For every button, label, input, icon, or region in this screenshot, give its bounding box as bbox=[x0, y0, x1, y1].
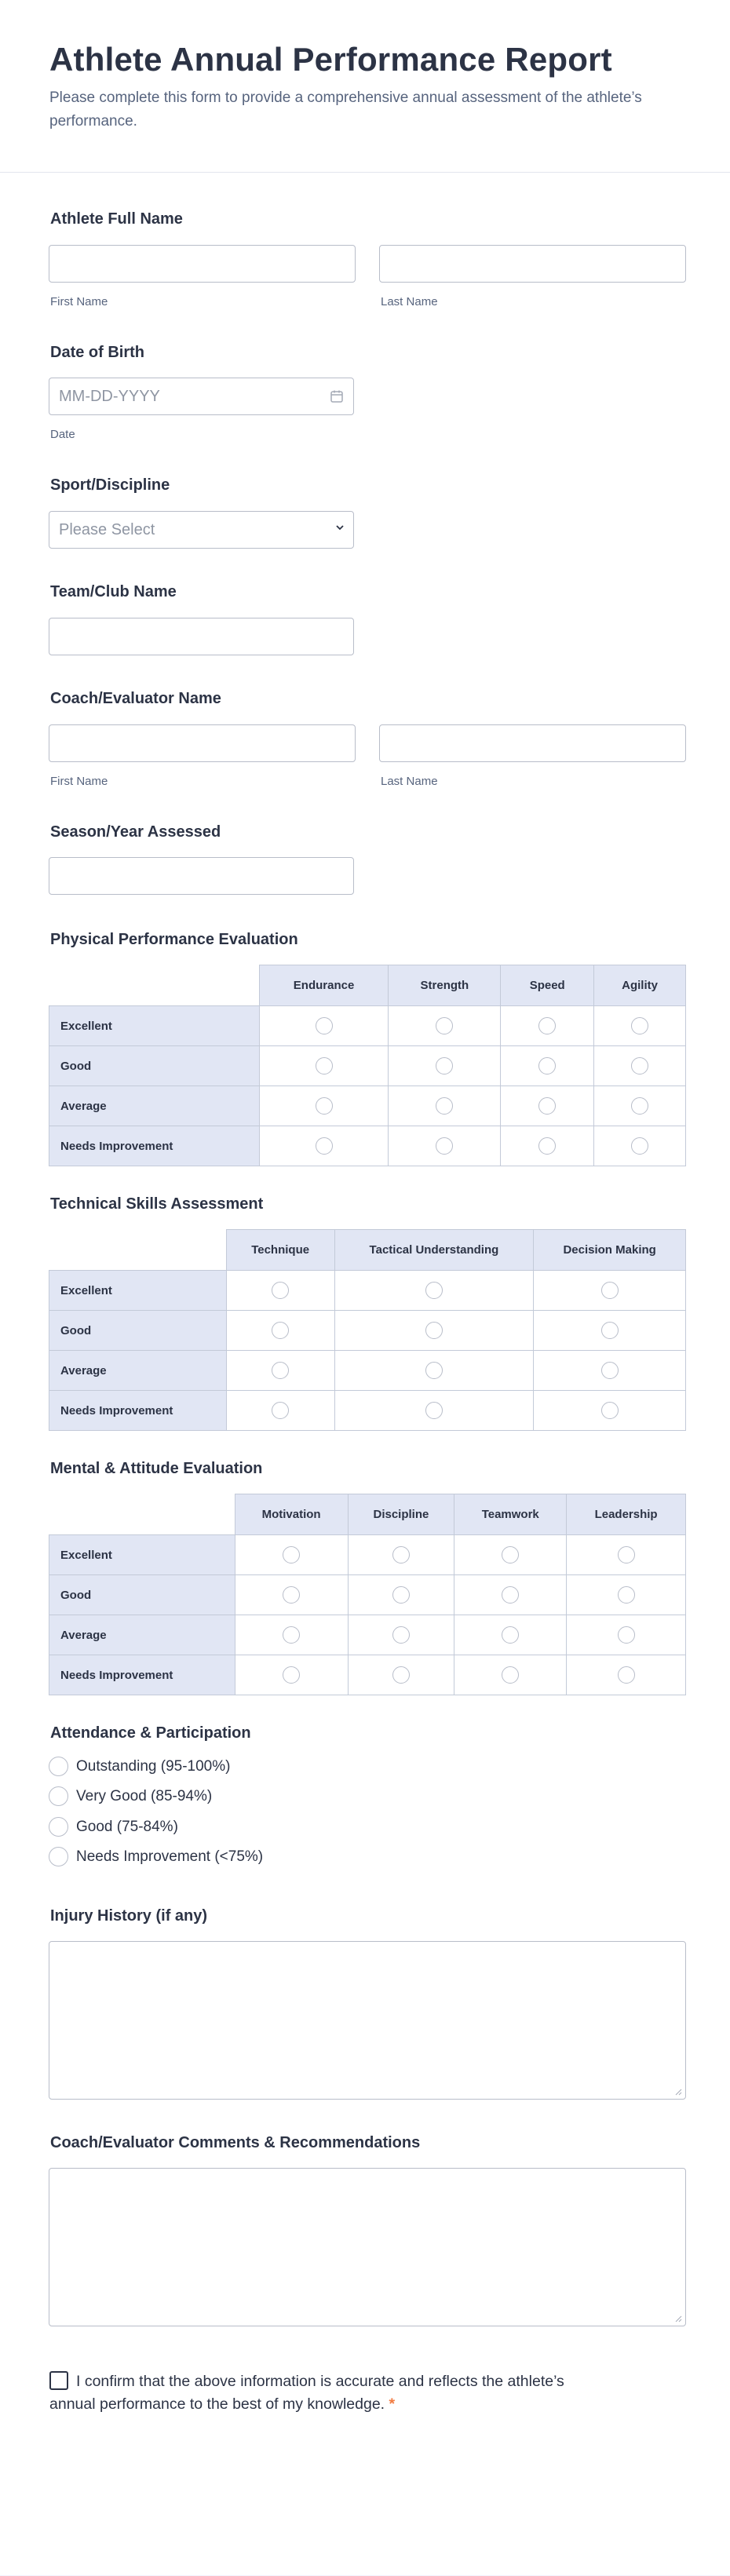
radio-option[interactable] bbox=[538, 1137, 556, 1155]
radio-option[interactable] bbox=[502, 1626, 519, 1644]
radio-option[interactable] bbox=[618, 1626, 635, 1644]
confirm-checkbox[interactable] bbox=[49, 2371, 68, 2390]
table-row bbox=[49, 1271, 686, 1311]
mental-eval-matrix bbox=[49, 1494, 686, 1695]
resize-grip-icon[interactable] bbox=[674, 2088, 682, 2096]
dob-placeholder: MM-DD-YYYY bbox=[59, 387, 160, 405]
row-excellent: Excellent bbox=[49, 1006, 260, 1046]
radio-option[interactable] bbox=[538, 1017, 556, 1034]
radio-option[interactable] bbox=[502, 1546, 519, 1563]
radio-option[interactable] bbox=[631, 1017, 648, 1034]
physical-eval-matrix bbox=[49, 965, 686, 1166]
injury-label: Injury History (if any) bbox=[50, 1907, 208, 1925]
coach-label: Coach/Evaluator Name bbox=[50, 690, 221, 707]
radio-option[interactable] bbox=[538, 1097, 556, 1115]
table-row bbox=[49, 1311, 686, 1351]
confirm-checkbox-row[interactable] bbox=[49, 2370, 599, 2416]
radio-option[interactable] bbox=[425, 1282, 443, 1299]
row-average: Average bbox=[49, 1615, 235, 1655]
option-label: Very Good (85-94%) bbox=[76, 1787, 213, 1804]
radio-option[interactable] bbox=[538, 1057, 556, 1075]
calendar-icon[interactable] bbox=[330, 389, 344, 403]
option-label: Good (75-84%) bbox=[76, 1818, 178, 1835]
radio-button[interactable] bbox=[49, 1757, 68, 1776]
radio-option[interactable] bbox=[601, 1322, 619, 1339]
season-label: Season/Year Assessed bbox=[50, 823, 221, 841]
radio-button[interactable] bbox=[49, 1847, 68, 1866]
season-input[interactable] bbox=[49, 857, 354, 895]
row-average: Average bbox=[49, 1086, 260, 1126]
radio-option[interactable] bbox=[436, 1017, 453, 1034]
last-name-sublabel: Last Name bbox=[381, 295, 438, 308]
mental-eval-label: Mental & Attitude Evaluation bbox=[50, 1460, 263, 1477]
form-body bbox=[0, 173, 730, 2575]
row-needs-improvement: Needs Improvement bbox=[49, 1391, 227, 1431]
attendance-option-very-good[interactable] bbox=[49, 1786, 212, 1806]
radio-option[interactable] bbox=[283, 1586, 300, 1604]
radio-button[interactable] bbox=[49, 1817, 68, 1837]
radio-option[interactable] bbox=[502, 1586, 519, 1604]
radio-option[interactable] bbox=[601, 1362, 619, 1379]
dob-input[interactable] bbox=[49, 378, 354, 415]
coach-last-sublabel: Last Name bbox=[381, 775, 438, 788]
comments-label: Coach/Evaluator Comments & Recommendations bbox=[50, 2134, 421, 2151]
radio-option[interactable] bbox=[425, 1402, 443, 1419]
radio-option[interactable] bbox=[272, 1322, 289, 1339]
radio-option[interactable] bbox=[316, 1057, 333, 1075]
row-excellent: Excellent bbox=[49, 1535, 235, 1575]
col-technique: Technique bbox=[226, 1230, 334, 1271]
form-title: Athlete Annual Performance Report bbox=[49, 41, 612, 78]
coach-first-name-input[interactable] bbox=[49, 724, 356, 762]
radio-option[interactable] bbox=[316, 1097, 333, 1115]
technical-eval-label: Technical Skills Assessment bbox=[50, 1195, 264, 1213]
table-row bbox=[49, 1046, 686, 1086]
row-good: Good bbox=[49, 1311, 227, 1351]
table-row bbox=[49, 1086, 686, 1126]
option-label: Outstanding (95-100%) bbox=[76, 1757, 231, 1775]
col-decision-making: Decision Making bbox=[534, 1230, 686, 1271]
radio-option[interactable] bbox=[272, 1402, 289, 1419]
radio-option[interactable] bbox=[618, 1666, 635, 1684]
radio-option[interactable] bbox=[618, 1546, 635, 1563]
col-teamwork: Teamwork bbox=[454, 1494, 567, 1535]
radio-option[interactable] bbox=[392, 1546, 410, 1563]
row-needs-improvement: Needs Improvement bbox=[49, 1655, 235, 1695]
col-tactical-understanding: Tactical Understanding bbox=[334, 1230, 534, 1271]
dob-label: Date of Birth bbox=[50, 344, 144, 361]
team-input[interactable] bbox=[49, 618, 354, 655]
form-subtitle: Please complete this form to provide a comprehensive annual assessment of the athlete’s performance. bbox=[49, 89, 642, 130]
radio-option[interactable] bbox=[631, 1057, 648, 1075]
table-row bbox=[49, 1391, 686, 1431]
attendance-option-needs-improvement[interactable] bbox=[49, 1847, 263, 1866]
radio-option[interactable] bbox=[436, 1057, 453, 1075]
sport-label: Sport/Discipline bbox=[50, 476, 170, 494]
chevron-down-icon bbox=[336, 524, 344, 531]
team-label: Team/Club Name bbox=[50, 583, 177, 600]
radio-option[interactable] bbox=[283, 1666, 300, 1684]
full-name-label: Athlete Full Name bbox=[50, 210, 183, 228]
radio-option[interactable] bbox=[425, 1362, 443, 1379]
col-endurance: Endurance bbox=[259, 965, 389, 1006]
radio-option[interactable] bbox=[631, 1137, 648, 1155]
attendance-option-good[interactable] bbox=[49, 1817, 178, 1837]
form-header bbox=[0, 0, 730, 173]
radio-option[interactable] bbox=[502, 1666, 519, 1684]
radio-option[interactable] bbox=[631, 1097, 648, 1115]
table-row bbox=[49, 1351, 686, 1391]
table-row bbox=[49, 1535, 686, 1575]
radio-option[interactable] bbox=[618, 1586, 635, 1604]
resize-grip-icon[interactable] bbox=[674, 2315, 682, 2322]
technical-eval-matrix bbox=[49, 1229, 686, 1431]
attendance-option-outstanding[interactable] bbox=[49, 1757, 230, 1776]
option-label: Needs Improvement (<75%) bbox=[76, 1848, 264, 1865]
col-motivation: Motivation bbox=[235, 1494, 348, 1535]
radio-option[interactable] bbox=[601, 1402, 619, 1419]
sport-placeholder: Please Select bbox=[59, 520, 155, 538]
injury-textarea[interactable] bbox=[49, 1941, 686, 2100]
radio-option[interactable] bbox=[272, 1362, 289, 1379]
radio-option[interactable] bbox=[425, 1322, 443, 1339]
radio-option[interactable] bbox=[392, 1666, 410, 1684]
radio-option[interactable] bbox=[436, 1097, 453, 1115]
last-name-input[interactable] bbox=[379, 245, 686, 283]
sport-select[interactable] bbox=[49, 511, 354, 549]
physical-eval-label: Physical Performance Evaluation bbox=[50, 931, 298, 948]
row-needs-improvement: Needs Improvement bbox=[49, 1126, 260, 1166]
col-speed: Speed bbox=[501, 965, 594, 1006]
col-leadership: Leadership bbox=[567, 1494, 686, 1535]
radio-option[interactable] bbox=[316, 1017, 333, 1034]
table-row bbox=[49, 1126, 686, 1166]
confirm-text: I confirm that the above information is accurate and reflects the athlete’s annual performance to the best of my knowledge. bbox=[49, 2373, 564, 2413]
coach-last-name-input[interactable] bbox=[379, 724, 686, 762]
radio-option[interactable] bbox=[316, 1137, 333, 1155]
row-good: Good bbox=[49, 1046, 260, 1086]
comments-textarea[interactable] bbox=[49, 2168, 686, 2326]
radio-option[interactable] bbox=[392, 1586, 410, 1604]
table-row bbox=[49, 1575, 686, 1615]
radio-option[interactable] bbox=[272, 1282, 289, 1299]
first-name-input[interactable] bbox=[49, 245, 356, 283]
radio-button[interactable] bbox=[49, 1786, 68, 1806]
row-good: Good bbox=[49, 1575, 235, 1615]
col-discipline: Discipline bbox=[348, 1494, 454, 1535]
radio-option[interactable] bbox=[436, 1137, 453, 1155]
coach-first-sublabel: First Name bbox=[50, 775, 108, 788]
radio-option[interactable] bbox=[283, 1626, 300, 1644]
col-strength: Strength bbox=[389, 965, 501, 1006]
radio-option[interactable] bbox=[601, 1282, 619, 1299]
col-agility: Agility bbox=[594, 965, 686, 1006]
dob-sublabel: Date bbox=[50, 428, 75, 441]
attendance-label: Attendance & Participation bbox=[50, 1724, 251, 1742]
radio-option[interactable] bbox=[283, 1546, 300, 1563]
table-row bbox=[49, 1615, 686, 1655]
required-mark: * bbox=[389, 2395, 396, 2413]
row-average: Average bbox=[49, 1351, 227, 1391]
table-row bbox=[49, 1655, 686, 1695]
radio-option[interactable] bbox=[392, 1626, 410, 1644]
first-name-sublabel: First Name bbox=[50, 295, 108, 308]
table-row bbox=[49, 1006, 686, 1046]
row-excellent: Excellent bbox=[49, 1271, 227, 1311]
